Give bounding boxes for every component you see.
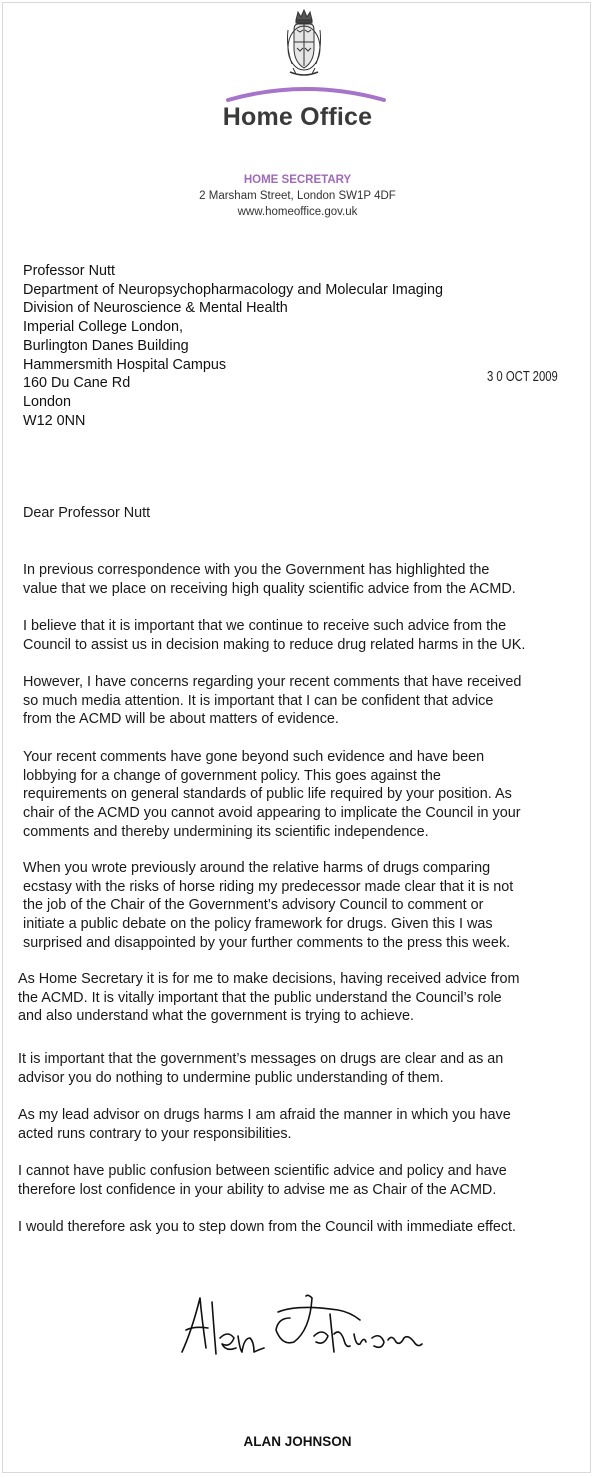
body-line: requirements on general standards of public life required by your position. As — [23, 786, 512, 803]
address-line: Imperial College London, — [23, 319, 183, 336]
address-line: W12 0NN — [23, 412, 86, 429]
body-line: advisor you do nothing to undermine public understanding of them. — [18, 1069, 444, 1086]
sender-title: HOME SECRETARY — [243, 174, 352, 186]
brand-arc — [226, 84, 386, 104]
body-line: When you wrote previously around the relative harms of drugs comparing — [23, 860, 491, 876]
body-line: the job of the Chair of the Government’s advisory Council to comment or — [23, 897, 484, 914]
paragraph — [18, 1162, 507, 1199]
body-line: therefore lost confidence in your ability to advise me as Chair of the ACMD. — [18, 1181, 497, 1198]
address-line: Burlington Danes Building — [23, 337, 189, 354]
body-line: surprised and disappointed by your further comments to the press this week. — [23, 934, 511, 951]
royal-crest-icon — [284, 8, 324, 84]
paragraph — [18, 1218, 516, 1237]
body-line: I would therefore ask you to step down from the Council with immediate effect. — [18, 1219, 517, 1235]
address-line: Division of Neuroscience & Mental Health — [23, 300, 288, 317]
body-line: ecstasy with the risks of horse riding my predecessor made clear that it is not — [23, 878, 514, 895]
body-line: and also understand what the government is trying to achieve. — [18, 1008, 414, 1025]
paragraph — [23, 561, 516, 598]
address-line: Professor Nutt — [23, 263, 115, 279]
paragraph — [23, 673, 521, 729]
body-line: acted runs contrary to your responsibilities. — [18, 1125, 292, 1142]
letter-page — [2, 2, 591, 1473]
body-line: the ACMD. It is vitally important that the public understand the Council’s role — [18, 989, 502, 1006]
body-line: comments and thereby undermining its scientific independence. — [23, 823, 429, 840]
body-line: I cannot have public confusion between scientific advice and policy and have — [18, 1163, 507, 1179]
body-line: Your recent comments have gone beyond such evidence and have been — [23, 749, 485, 765]
organisation-name: Home Office — [222, 103, 373, 131]
body-line: In previous correspondence with you the Government has highlighted the — [23, 562, 490, 578]
body-line: value that we place on receiving high quality scientific advice from the ACMD. — [23, 580, 516, 597]
body-line: I believe that it is important that we continue to receive such advice from the — [23, 618, 507, 634]
address-line: Hammersmith Hospital Campus — [23, 356, 227, 373]
recipient-address — [23, 262, 443, 430]
body-line: As Home Secretary it is for me to make decisions, having received advice from — [18, 971, 520, 987]
body-line: so much media attention. It is important that I can be confident that advice — [23, 692, 494, 709]
paragraph — [18, 1050, 503, 1087]
paragraph — [18, 970, 519, 1026]
body-line: As my lead advisor on drugs harms I am afraid the manner in which you have — [18, 1107, 511, 1123]
paragraph — [23, 859, 513, 953]
salutation: Dear Professor Nutt — [23, 505, 151, 521]
body-line: It is important that the government’s messages on drugs are clear and as an — [18, 1051, 504, 1067]
body-line: chair of the ACMD you cannot avoid appearing to implicate the Council in your — [23, 805, 521, 822]
website: www.homeoffice.gov.uk — [237, 206, 358, 218]
signer-name: ALAN JOHNSON — [243, 1434, 352, 1449]
handwritten-signature — [178, 1290, 428, 1380]
body-line: from the ACMD will be about matters of evidence. — [23, 711, 339, 728]
address-line: 160 Du Cane Rd — [23, 375, 131, 392]
address-line: London — [23, 393, 72, 410]
paragraph — [18, 1106, 511, 1143]
paragraph — [23, 617, 525, 654]
body-line: Council to assist us in decision making to reduce drug related harms in the UK. — [23, 636, 526, 653]
paragraph — [23, 748, 521, 842]
date-stamp: 3 0 OCT 2009 — [487, 369, 558, 385]
body-line: lobbying for a change of government policy. This goes against the — [23, 767, 441, 784]
sender-address: 2 Marsham Street, London SW1P 4DF — [199, 190, 396, 202]
address-line: Department of Neuropsychopharmacology and Molecular Imaging — [23, 281, 443, 298]
body-line: However, I have concerns regarding your recent comments that have received — [23, 674, 522, 690]
body-line: initiate a public debate on the policy framework for drugs. Given this I was — [23, 916, 493, 933]
